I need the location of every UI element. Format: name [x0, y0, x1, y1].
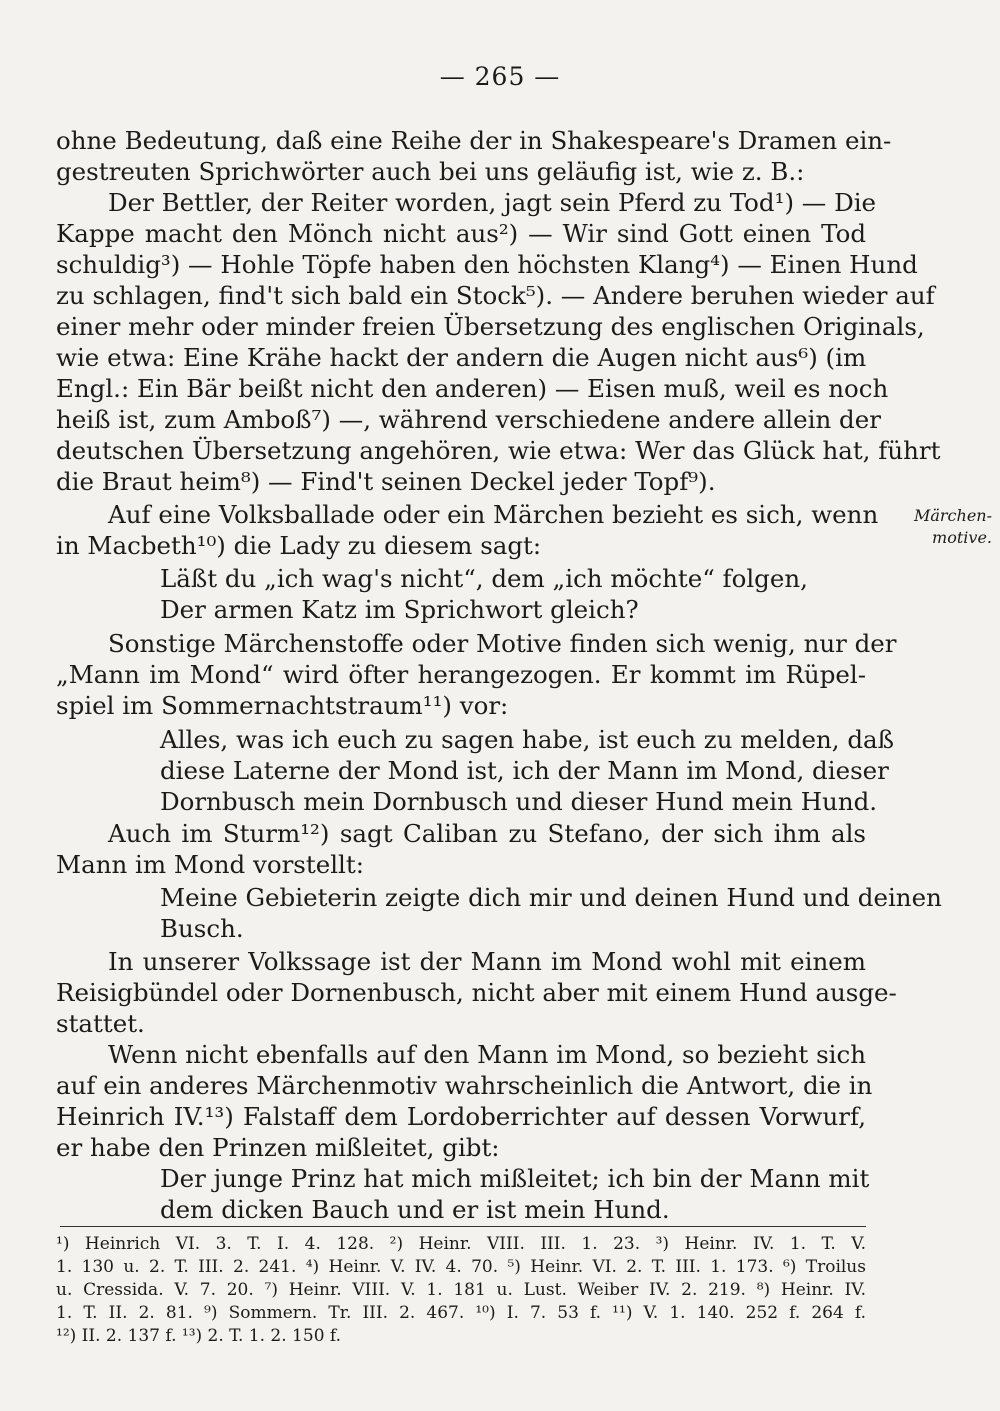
quote-line: Dornbusch mein Dornbusch und dieser Hund mein Hund.	[160, 787, 878, 816]
text-line: In unserer Volkssage ist der Mann im Mond wohl mit einem	[108, 947, 866, 976]
verse-line: Der armen Katz im Sprichwort gleich?	[160, 595, 639, 624]
footnote-line: 1. T. II. 2. 81. ⁹) Sommern. Tr. III. 2. 467. ¹⁰) I. 7. 53 f. ¹¹) V. 1. 140. 252 f. 264 f.	[56, 1303, 866, 1323]
text-line: deutschen Übersetzung angehören, wie etwa: Wer das Glück hat, führt	[56, 436, 941, 465]
text-line: „Mann im Mond“ wird öfter herangezogen. Er kommt im Rüpel-	[56, 660, 866, 689]
footnote-line: 1. 130 u. 2. T. III. 2. 241. ⁴) Heinr. V. IV. 4. 70. ⁵) Heinr. VI. 2. T. III. 1. 173. ⁶) Troilus	[56, 1257, 866, 1277]
margin-note	[872, 505, 992, 549]
quote-line: Alles, was ich euch zu sagen habe, ist euch zu melden, daß	[160, 725, 895, 754]
text-line: heiß ist, zum Amboß⁷) —, während verschiedene andere allein der	[56, 405, 881, 434]
text-line: auf ein anderes Märchenmotiv wahrscheinlich die Antwort, die in	[56, 1071, 873, 1100]
margin-note-text: Märchen- motive.	[913, 506, 992, 547]
text-line: zu schlagen, find't sich bald ein Stock⁵). — Andere beruhen wieder auf	[56, 281, 935, 310]
quote-line: dem dicken Bauch und er ist mein Hund.	[160, 1195, 670, 1224]
text-line: schuldig³) — Hohle Töpfe haben den höchsten Klang⁴) — Einen Hund	[56, 250, 918, 279]
text-line: die Braut heim⁸) — Find't seinen Deckel jeder Topf⁹).	[56, 467, 716, 496]
quote-line: Der junge Prinz hat mich mißleitet; ich bin der Mann mit	[160, 1164, 870, 1193]
page-number: — 265 —	[439, 62, 561, 91]
text-line: Der Bettler, der Reiter worden, jagt sein Pferd zu Tod¹) — Die	[108, 188, 877, 217]
text-line: Auf eine Volksballade oder ein Märchen bezieht es sich, wenn	[108, 500, 879, 529]
quote-line: Busch.	[160, 914, 244, 943]
verse-line: Läßt du „ich wag's nicht“, dem „ich möchte“ folgen,	[160, 564, 808, 593]
text-line: Mann im Mond vorstellt:	[56, 850, 364, 879]
footnote-divider	[60, 1226, 866, 1227]
text-line: ohne Bedeutung, daß eine Reihe der in Shakespeare's Dramen ein-	[56, 126, 892, 155]
text-line: Auch im Sturm¹²) sagt Caliban zu Stefano, der sich ihm als	[108, 819, 866, 848]
text-line: stattet.	[56, 1009, 145, 1038]
text-line: in Macbeth¹⁰) die Lady zu diesem sagt:	[56, 531, 542, 560]
text-line: wie etwa: Eine Krähe hackt der andern die Augen nicht aus⁶) (im	[56, 343, 867, 372]
quote-line: diese Laterne der Mond ist, ich der Mann im Mond, dieser	[160, 756, 889, 785]
text-line: Engl.: Ein Bär beißt nicht den anderen) — Eisen muß, weil es noch	[56, 374, 889, 403]
text-line: Reisigbündel oder Dornenbusch, nicht aber mit einem Hund ausge-	[56, 978, 897, 1007]
footnote-line: u. Cressida. V. 7. 20. ⁷) Heinr. VIII. V. 1. 181 u. Lust. Weiber IV. 2. 219. ⁸) Heinr. IV.	[56, 1280, 866, 1300]
quote-line: Meine Gebieterin zeigte dich mir und deinen Hund und deinen	[160, 883, 942, 912]
text-line: gestreuten Sprichwörter auch bei uns geläufig ist, wie z. B.:	[56, 157, 805, 186]
footnote-line: ¹²) II. 2. 137 f. ¹³) 2. T. 1. 2. 150 f.	[56, 1326, 341, 1346]
text-line: Kappe macht den Mönch nicht aus²) — Wir sind Gott einen Tod	[56, 219, 866, 248]
text-line: einer mehr oder minder freien Übersetzung des englischen Originals,	[56, 312, 925, 341]
text-line: Heinrich IV.¹³) Falstaff dem Lordoberrichter auf dessen Vorwurf,	[56, 1102, 866, 1131]
footnote-line: ¹) Heinrich VI. 3. T. I. 4. 128. ²) Heinr. VIII. III. 1. 23. ³) Heinr. IV. 1. T. V.	[56, 1234, 866, 1254]
text-line: Wenn nicht ebenfalls auf den Mann im Mond, so bezieht sich	[108, 1040, 866, 1069]
text-line: er habe den Prinzen mißleitet, gibt:	[56, 1133, 500, 1162]
text-line: Sonstige Märchenstoffe oder Motive finden sich wenig, nur der	[108, 629, 897, 658]
text-line: spiel im Sommernachtstraum¹¹) vor:	[56, 691, 509, 720]
